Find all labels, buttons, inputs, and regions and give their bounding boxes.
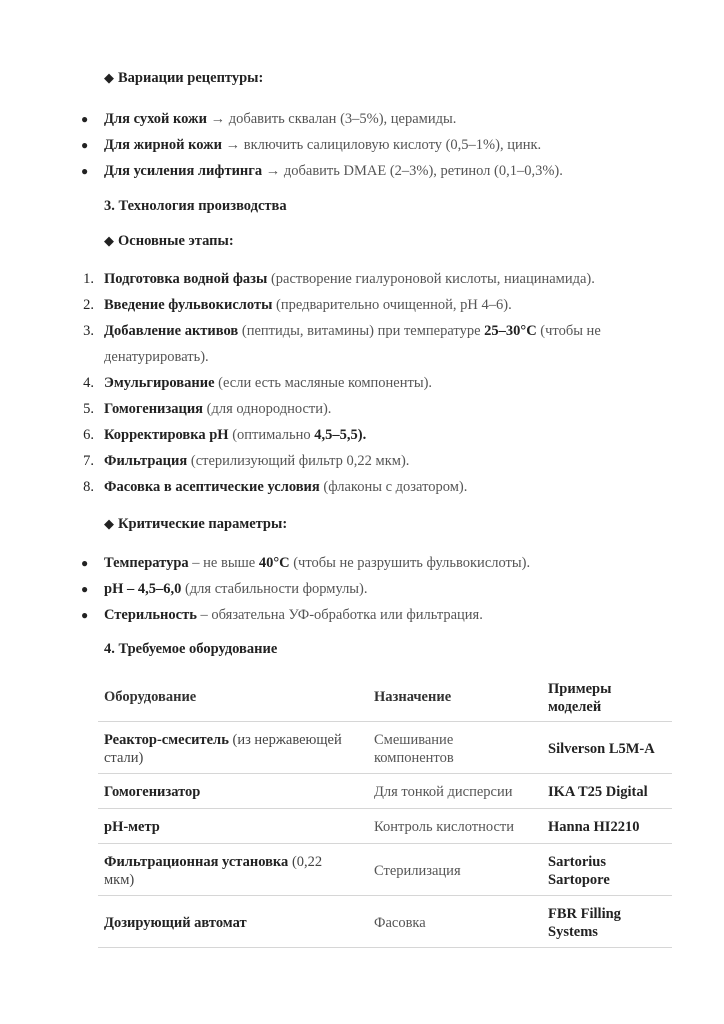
numbered-item: 1. Подготовка водной фазы (растворение гиалуроновой кислоты, ниацинамида).	[83, 271, 595, 287]
bullet-icon: ●	[81, 582, 89, 596]
table-cell: Дозирующий автомат	[104, 915, 247, 931]
table-divider	[98, 808, 672, 809]
numbered-item: 8. Фасовка в асептические условия (флаконы с дозатором).	[83, 479, 468, 495]
list-item: ● Для сухой кожи → добавить сквалан (3–5%), церамиды.	[104, 106, 634, 132]
list-item: ● Для усиления лифтинга → добавить DMAE (2–3%), ретинол (0,1–0,3%).	[104, 158, 634, 184]
table-header-cell: Оборудование	[104, 689, 197, 705]
bullet-icon: ●	[81, 112, 89, 126]
table-divider	[98, 895, 672, 896]
table-cell: Sartorius Sartopore	[548, 854, 610, 888]
table-cell: Silverson L5M-A	[548, 741, 655, 757]
numbered-item-continuation: денатурировать).	[104, 349, 209, 365]
table-divider	[98, 947, 672, 948]
bullet-icon: ●	[81, 556, 89, 570]
numbered-item: 5. Гомогенизация (для однородности).	[83, 401, 332, 417]
section-title: 4. Требуемое оборудование	[104, 641, 278, 657]
table-cell: Реактор-смеситель (из нержавеющей стали)	[104, 732, 342, 766]
table-header-cell: Примеры моделей	[548, 681, 612, 715]
diamond-icon: ◆	[104, 516, 114, 531]
table-cell: Стерилизация	[374, 863, 461, 879]
diamond-icon: ◆	[104, 233, 114, 248]
list-item: ● pH – 4,5–6,0 (для стабильности формулы).	[104, 576, 634, 602]
bullet-icon: ●	[81, 608, 89, 622]
bullet-icon: ●	[81, 164, 89, 178]
critical-heading: ◆ Критические параметры:	[104, 516, 288, 532]
list-item: ● Стерильность – обязательна УФ-обработка или фильтрация.	[104, 602, 634, 628]
table-cell: Фильтрационная установка (0,22 мкм)	[104, 854, 323, 888]
diamond-icon: ◆	[104, 70, 114, 85]
numbered-item: 3. Добавление активов (пептиды, витамины) при температуре 25–30°C (чтобы не	[83, 323, 601, 339]
bullet-icon: ●	[81, 138, 89, 152]
table-cell: pH-метр	[104, 819, 160, 835]
table-cell: Для тонкой дисперсии	[374, 784, 513, 800]
table-header-cell: Назначение	[374, 689, 452, 705]
numbered-item: 6. Корректировка pH (оптимально 4,5–5,5).	[83, 427, 367, 443]
numbered-item: 7. Фильтрация (стерилизующий фильтр 0,22 мкм).	[83, 453, 410, 469]
list-item: ● Температура – не выше 40°C (чтобы не разрушить фульвокислоты).	[104, 550, 634, 576]
table-cell: Гомогенизатор	[104, 784, 201, 800]
table-cell: FBR Filling Systems	[548, 906, 621, 940]
table-divider	[98, 773, 672, 774]
table-cell: IKA T25 Digital	[548, 784, 648, 800]
numbered-item: 4. Эмульгирование (если есть масляные компоненты).	[83, 375, 433, 391]
variations-heading: ◆ Вариации рецептуры:	[104, 70, 264, 86]
table-divider	[98, 721, 672, 722]
table-cell: Смешивание компонентов	[374, 732, 454, 766]
table-cell: Контроль кислотности	[374, 819, 515, 835]
list-item: ● Для жирной кожи → включить салициловую кислоту (0,5–1%), цинк.	[104, 132, 634, 158]
section-title: 3. Технология производства	[104, 198, 287, 214]
table-divider	[98, 843, 672, 844]
stages-heading: ◆ Основные этапы:	[104, 233, 234, 249]
table-cell: Hanna HI2210	[548, 819, 640, 835]
table-cell: Фасовка	[374, 915, 426, 931]
numbered-item: 2. Введение фульвокислоты (предварительно очищенной, pH 4–6).	[83, 297, 512, 313]
